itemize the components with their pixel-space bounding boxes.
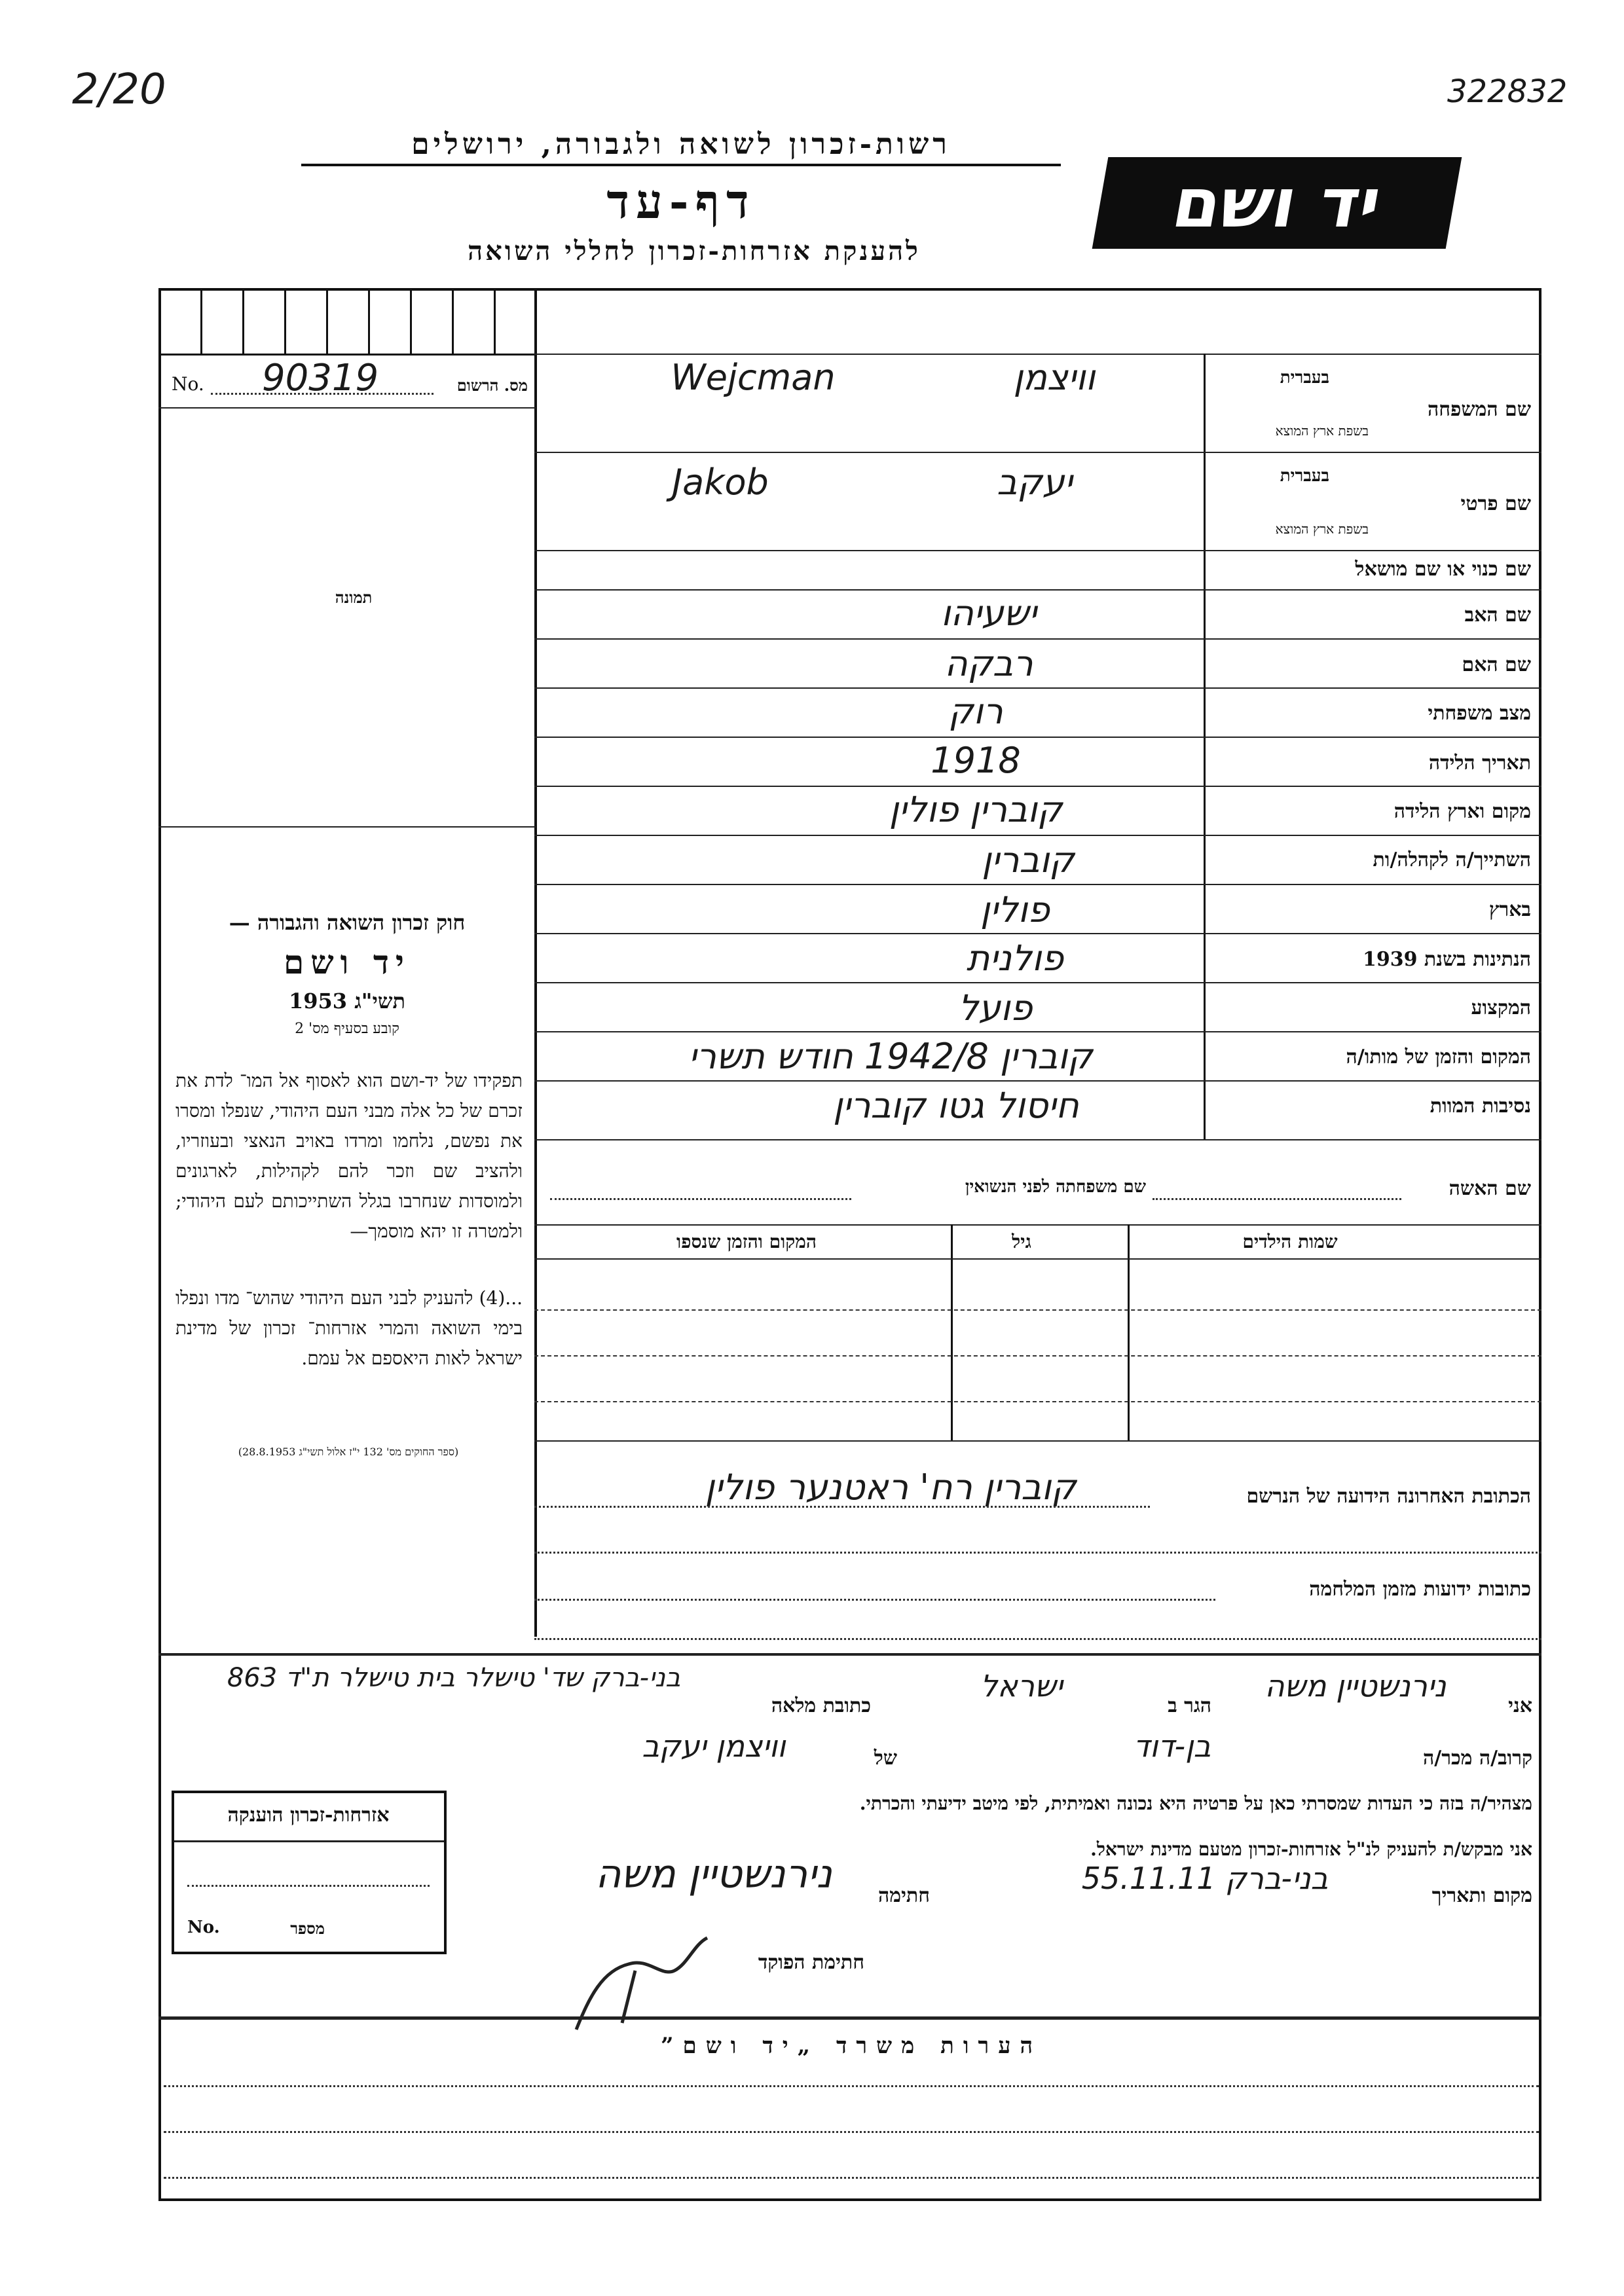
death-circumstances-label: נסיבות המוות	[1430, 1095, 1531, 1118]
of-name-value: וויצמן יעקב	[642, 1728, 786, 1764]
last-address-label: הכתובת האחרונה הידועה של הנרשם	[1246, 1485, 1531, 1508]
officer-signature-label: חתימת הפוקד	[758, 1951, 864, 1974]
form-subtitle: להענקת אזרחות-זכרון לחללי השואה	[468, 236, 921, 266]
law-body-1: תפקידו של יד-ושם הוא לאסוף אל המו־ לדת את זכרם של כל אלה מבני העם היהודי, שנפלו ומסרו את נפשם, נלחמו ומרדו באויב הנאצי ובעוזריו, ולהציב שם וזכר להם לקהילות, לארגונים ולמוסדות שנחרבו בגלל השתייכותם לעם היהודי; ולמטרה זו יהא מוסמך—	[175, 1070, 523, 1242]
law-footnote: (ספר החוקים מס' 132 י"ז אלול תשי"ג 28.8.1953)	[238, 1446, 459, 1458]
grant-box-number-label: מספר	[290, 1919, 325, 1938]
family-name-label: שם המשפחה	[1427, 398, 1531, 421]
first-name-sub-hebrew: בעברית	[1280, 466, 1329, 486]
registration-label: מס. הרשום	[456, 376, 528, 395]
page-corner-mark: 2/20	[72, 65, 166, 114]
declarant-resides-label: הגר ב	[1168, 1694, 1211, 1717]
declaration-request: אני מבקש/ת להעניק לנ"ל אזרחות-זכרון מטעם מדינת ישראל.	[1090, 1838, 1532, 1860]
archive-number-mark: 322832	[1447, 73, 1568, 110]
law-section: קובע בסעיף מס' 2	[295, 1021, 399, 1037]
first-name-hebrew-value: יעקב	[997, 462, 1073, 503]
photo-label: תמונה	[335, 588, 373, 607]
relation-value: בן-דוד	[1133, 1728, 1211, 1764]
profession-value: פועל	[958, 987, 1033, 1029]
declarant-residence: ישראל	[980, 1668, 1063, 1704]
declarant-address: בני-ברק שד' טישלר בית טישלר ת"ד 863	[227, 1663, 681, 1693]
children-place-header: המקום והזמן שנספו	[676, 1231, 817, 1252]
law-name: יד ושם	[284, 943, 411, 981]
children-age-header: גיל	[1012, 1231, 1031, 1252]
declarant-signature: נירנשטיין משה	[595, 1851, 832, 1897]
family-name-sub-local: בשפת ארץ המוצא	[1275, 423, 1369, 439]
family-name-sub-hebrew: בעברית	[1280, 368, 1329, 388]
yad-vashem-logo: יד ושם	[1092, 157, 1462, 249]
mother-label: שם האם	[1462, 653, 1531, 676]
death-circumstances-value: חיסול גטו קוברין	[833, 1085, 1079, 1126]
nickname-label: שם כנוי או שם מושאל	[1355, 558, 1531, 581]
marital-status-value: רוק	[948, 691, 1003, 732]
first-name-local-value: Jakob	[672, 462, 769, 503]
country-value: פולין	[980, 889, 1050, 930]
citizenship-label: הנתינות בשנת 1939	[1362, 948, 1531, 971]
grant-box-no-label: No.	[187, 1918, 220, 1937]
mother-value: רבקה	[944, 643, 1033, 684]
signature-label: חתימה	[878, 1884, 930, 1907]
law-title: חוק זכרון השואה והגבורה —	[229, 910, 466, 935]
place-date-value: בני-ברק 55.11.11	[1081, 1861, 1329, 1896]
registration-number: 90319	[262, 357, 379, 399]
top-box-row	[158, 288, 536, 355]
profession-label: המקצוע	[1471, 996, 1531, 1019]
children-names-header: שמות הילדים	[1242, 1231, 1338, 1252]
wife-label: שם האשה	[1449, 1177, 1531, 1200]
family-name-hebrew-value: וויצמן	[1013, 357, 1096, 398]
citizenship-value: פולנית	[966, 938, 1064, 979]
death-place-time-label: המקום והזמן של מותו/ה	[1346, 1046, 1531, 1068]
birth-place-label: מקום וארץ הלידה	[1393, 800, 1531, 823]
law-year: תשי"ג 1953	[289, 989, 405, 1013]
community-value: קוברין	[982, 839, 1075, 881]
declarant-address-label: כתובת מלאה	[771, 1694, 871, 1717]
death-place-time-value: קוברין 1942/8 חודש תשרי	[688, 1036, 1093, 1077]
registration-no-label: No.	[172, 373, 204, 395]
country-label: בארץ	[1488, 898, 1531, 921]
declarant-i-label: אני	[1508, 1694, 1532, 1717]
war-addresses-label: כתובות ידועות מזמן המלחמה	[1309, 1578, 1531, 1601]
marital-status-label: מצב משפחתי	[1428, 702, 1531, 725]
authority-heading: רשות-זכרון לשואה ולגבורה, ירושלים	[301, 128, 1061, 166]
first-name-label: שם פרטי	[1460, 492, 1531, 515]
family-name-local-value: Wejcman	[671, 357, 836, 398]
declarant-name: נירנשטיין משה	[1264, 1668, 1447, 1704]
label-column-divider	[1204, 354, 1206, 1139]
law-body-2: ...(4) להעניק לבני העם היהודי שהוש־ מדו ונפלו בימי השואה והמרי אזרחות־ זכרון של מדינת ישראל לאות היאספם אל עמם.	[175, 1287, 523, 1369]
of-label: של	[874, 1747, 897, 1770]
office-notes-heading: הערות משרד „יד ושם”	[660, 2033, 1043, 2059]
birth-place-value: קוברין פולין	[889, 789, 1063, 830]
children-table	[534, 1224, 1541, 1440]
relative-label: קרוב/ה מכר/ה	[1423, 1747, 1532, 1770]
first-name-sub-local: בשפת ארץ המוצא	[1275, 521, 1369, 537]
community-label: השתייך/ה לקהלה/ות	[1373, 848, 1531, 871]
declaration-statement: מצהיר/ה בזה כי העדות שמסרתי כאן על פרטיה היא נכונה ואמיתית, לפי מיטב ידיעתי והכרתי.	[859, 1793, 1532, 1814]
father-label: שם האב	[1464, 604, 1531, 627]
wife-maiden-name-label: שם משפחתה לפני הנשואין	[965, 1177, 1146, 1197]
grant-box-title: אזרחות-זכרון הוענקה	[227, 1804, 390, 1827]
place-date-label: מקום ותאריך	[1431, 1884, 1532, 1907]
father-value: ישעיהו	[940, 592, 1037, 634]
last-address-value: קוברין רח' ראטנער פולין	[705, 1467, 1077, 1508]
grant-box	[172, 1791, 447, 1954]
birth-date-value: 1918	[931, 740, 1021, 781]
form-title: דף-עד	[606, 173, 756, 229]
birth-date-label: תאריך הלידה	[1428, 752, 1531, 774]
